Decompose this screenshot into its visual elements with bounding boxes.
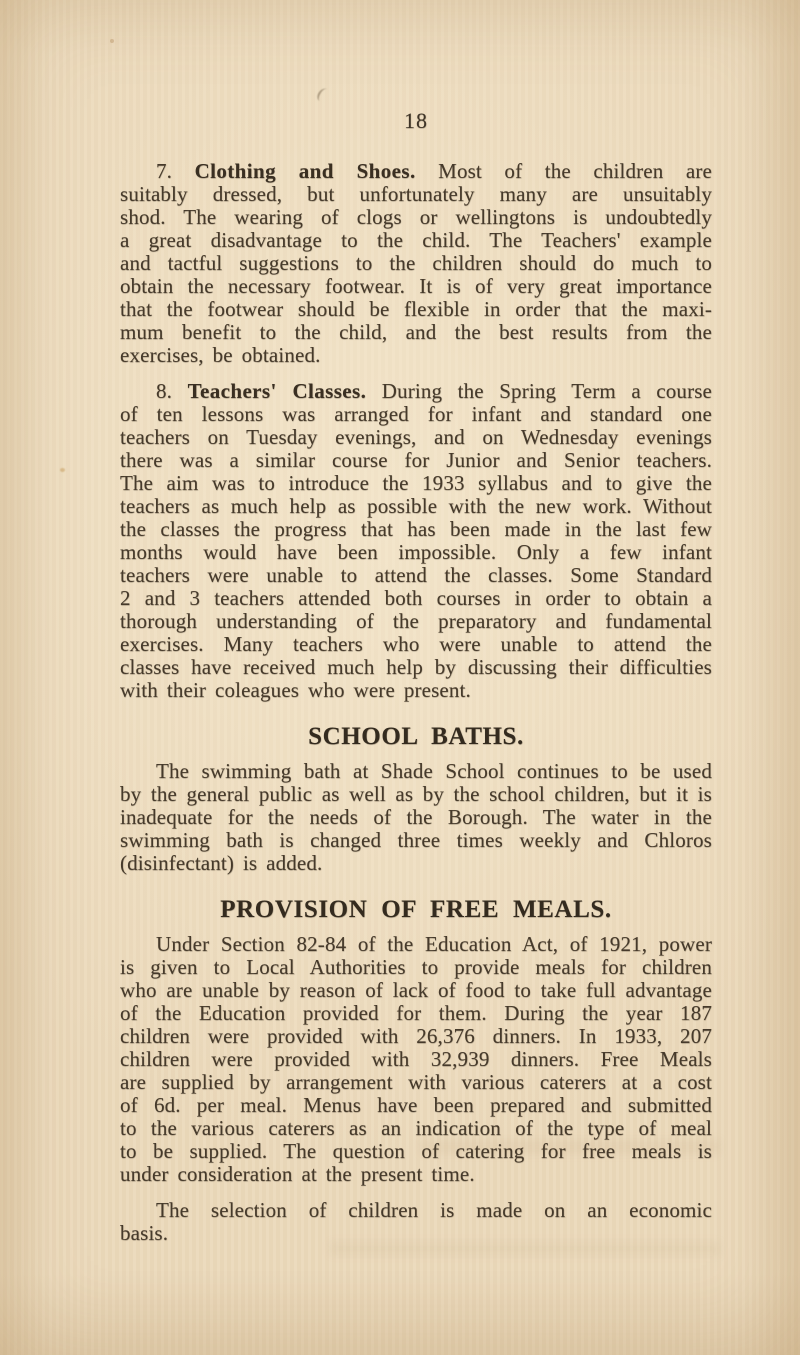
page-body: [120, 108, 712, 1258]
text-line: children were provided with 32,939 dinners. Free Meals: [120, 1047, 712, 1071]
paper-speck: [110, 39, 114, 43]
scan-mark: [316, 86, 332, 103]
text-line: The swimming bath at Shade School continues to be used: [156, 759, 712, 783]
text-line: are supplied by arrangement with various caterers at a cost: [120, 1070, 712, 1094]
text-line: who are unable by reason of lack of food to take full advantage: [120, 978, 712, 1002]
text-line: teachers on Tuesday evenings, and on Wednesday evenings: [120, 425, 712, 449]
section-number: 7.: [156, 159, 173, 183]
paragraph-clothing-and-shoes: [120, 160, 712, 367]
text-line: The selection of children is made on an economic: [156, 1198, 712, 1222]
text-line: shod. The wearing of clogs or wellingtons is undoubtedly: [120, 205, 712, 229]
section-number: 8.: [156, 379, 173, 403]
text-line: teachers as much help as possible with the new work. Without: [120, 494, 712, 518]
text-line: of ten lessons was arranged for infant and standard one: [120, 402, 712, 426]
text-line: months would have been impossible. Only a few infant: [120, 540, 712, 564]
text-line: obtain the necessary footwear. It is of very great importance: [120, 274, 712, 298]
text-line: 2 and 3 teachers attended both courses in order to obtain a: [120, 586, 712, 610]
text-line: of 6d. per meal. Menus have been prepared and submitted: [120, 1093, 712, 1117]
text-line: a great disadvantage to the child. The Teachers' example: [120, 228, 712, 252]
text-line: (disinfectant) is added.: [120, 851, 323, 875]
text-line: [120, 380, 712, 403]
text-line: that the footwear should be flexible in order that the maxi-: [120, 297, 712, 321]
text-line: The aim was to introduce the 1933 syllabus and to give the: [120, 471, 712, 495]
page-number: 18: [404, 108, 428, 133]
paragraph-school-baths: [120, 760, 712, 875]
text-line: under consideration at the present time.: [120, 1162, 475, 1186]
text-line: with their coleagues who were present.: [120, 678, 471, 702]
text-line: suitably dressed, but unfortunately many are unsuitably: [120, 182, 712, 206]
text-line: exercises, be obtained.: [120, 343, 321, 367]
text-line: Most of the children are: [438, 159, 712, 183]
text-line: and tactful suggestions to the children should do much to: [120, 251, 712, 275]
heading-school-baths: SCHOOL BATHS.: [308, 723, 524, 750]
section-title-inline: Clothing and Shoes.: [194, 159, 416, 183]
text-line: by the general public as well as by the school children, but it is: [120, 782, 712, 806]
text-line: [120, 160, 712, 183]
text-line: basis.: [120, 1221, 169, 1245]
text-line: of the Education provided for them. During the year 187: [120, 1001, 712, 1025]
text-line: teachers were unable to attend the classes. Some Standard: [120, 563, 712, 587]
paragraph-selection-basis: [120, 1199, 712, 1245]
paragraph-free-meals: [120, 933, 712, 1186]
text-line: children were provided with 26,376 dinners. In 1933, 207: [120, 1024, 712, 1048]
text-line: mum benefit to the child, and the best results from the: [120, 320, 712, 344]
paragraph-teachers-classes: [120, 380, 712, 702]
heading-provision-of-free-meals: PROVISION OF FREE MEALS.: [220, 896, 612, 923]
text-line: exercises. Many teachers who were unable to attend the: [120, 632, 712, 656]
text-line: is given to Local Authorities to provide meals for children: [120, 955, 712, 979]
text-line: to the various caterers as an indication of the type of meal: [120, 1116, 712, 1140]
text-line: Under Section 82-84 of the Education Act, of 1921, power: [156, 932, 712, 956]
text-line: thorough understanding of the preparatory and fundamental: [120, 609, 712, 633]
text-line: swimming bath is changed three times weekly and Chloros: [120, 828, 712, 852]
text-line: classes have received much help by discussing their difficulties: [120, 655, 712, 679]
text-line: there was a similar course for Junior and Senior teachers.: [120, 448, 712, 472]
text-line: inadequate for the needs of the Borough. The water in the: [120, 805, 712, 829]
paper-speck: [60, 468, 65, 472]
text-line: to be supplied. The question of catering for free meals is: [120, 1139, 712, 1163]
section-title-inline: Teachers' Classes.: [187, 379, 367, 403]
text-line: the classes the progress that has been made in the last few: [120, 517, 712, 541]
text-line: During the Spring Term a course: [381, 379, 713, 403]
